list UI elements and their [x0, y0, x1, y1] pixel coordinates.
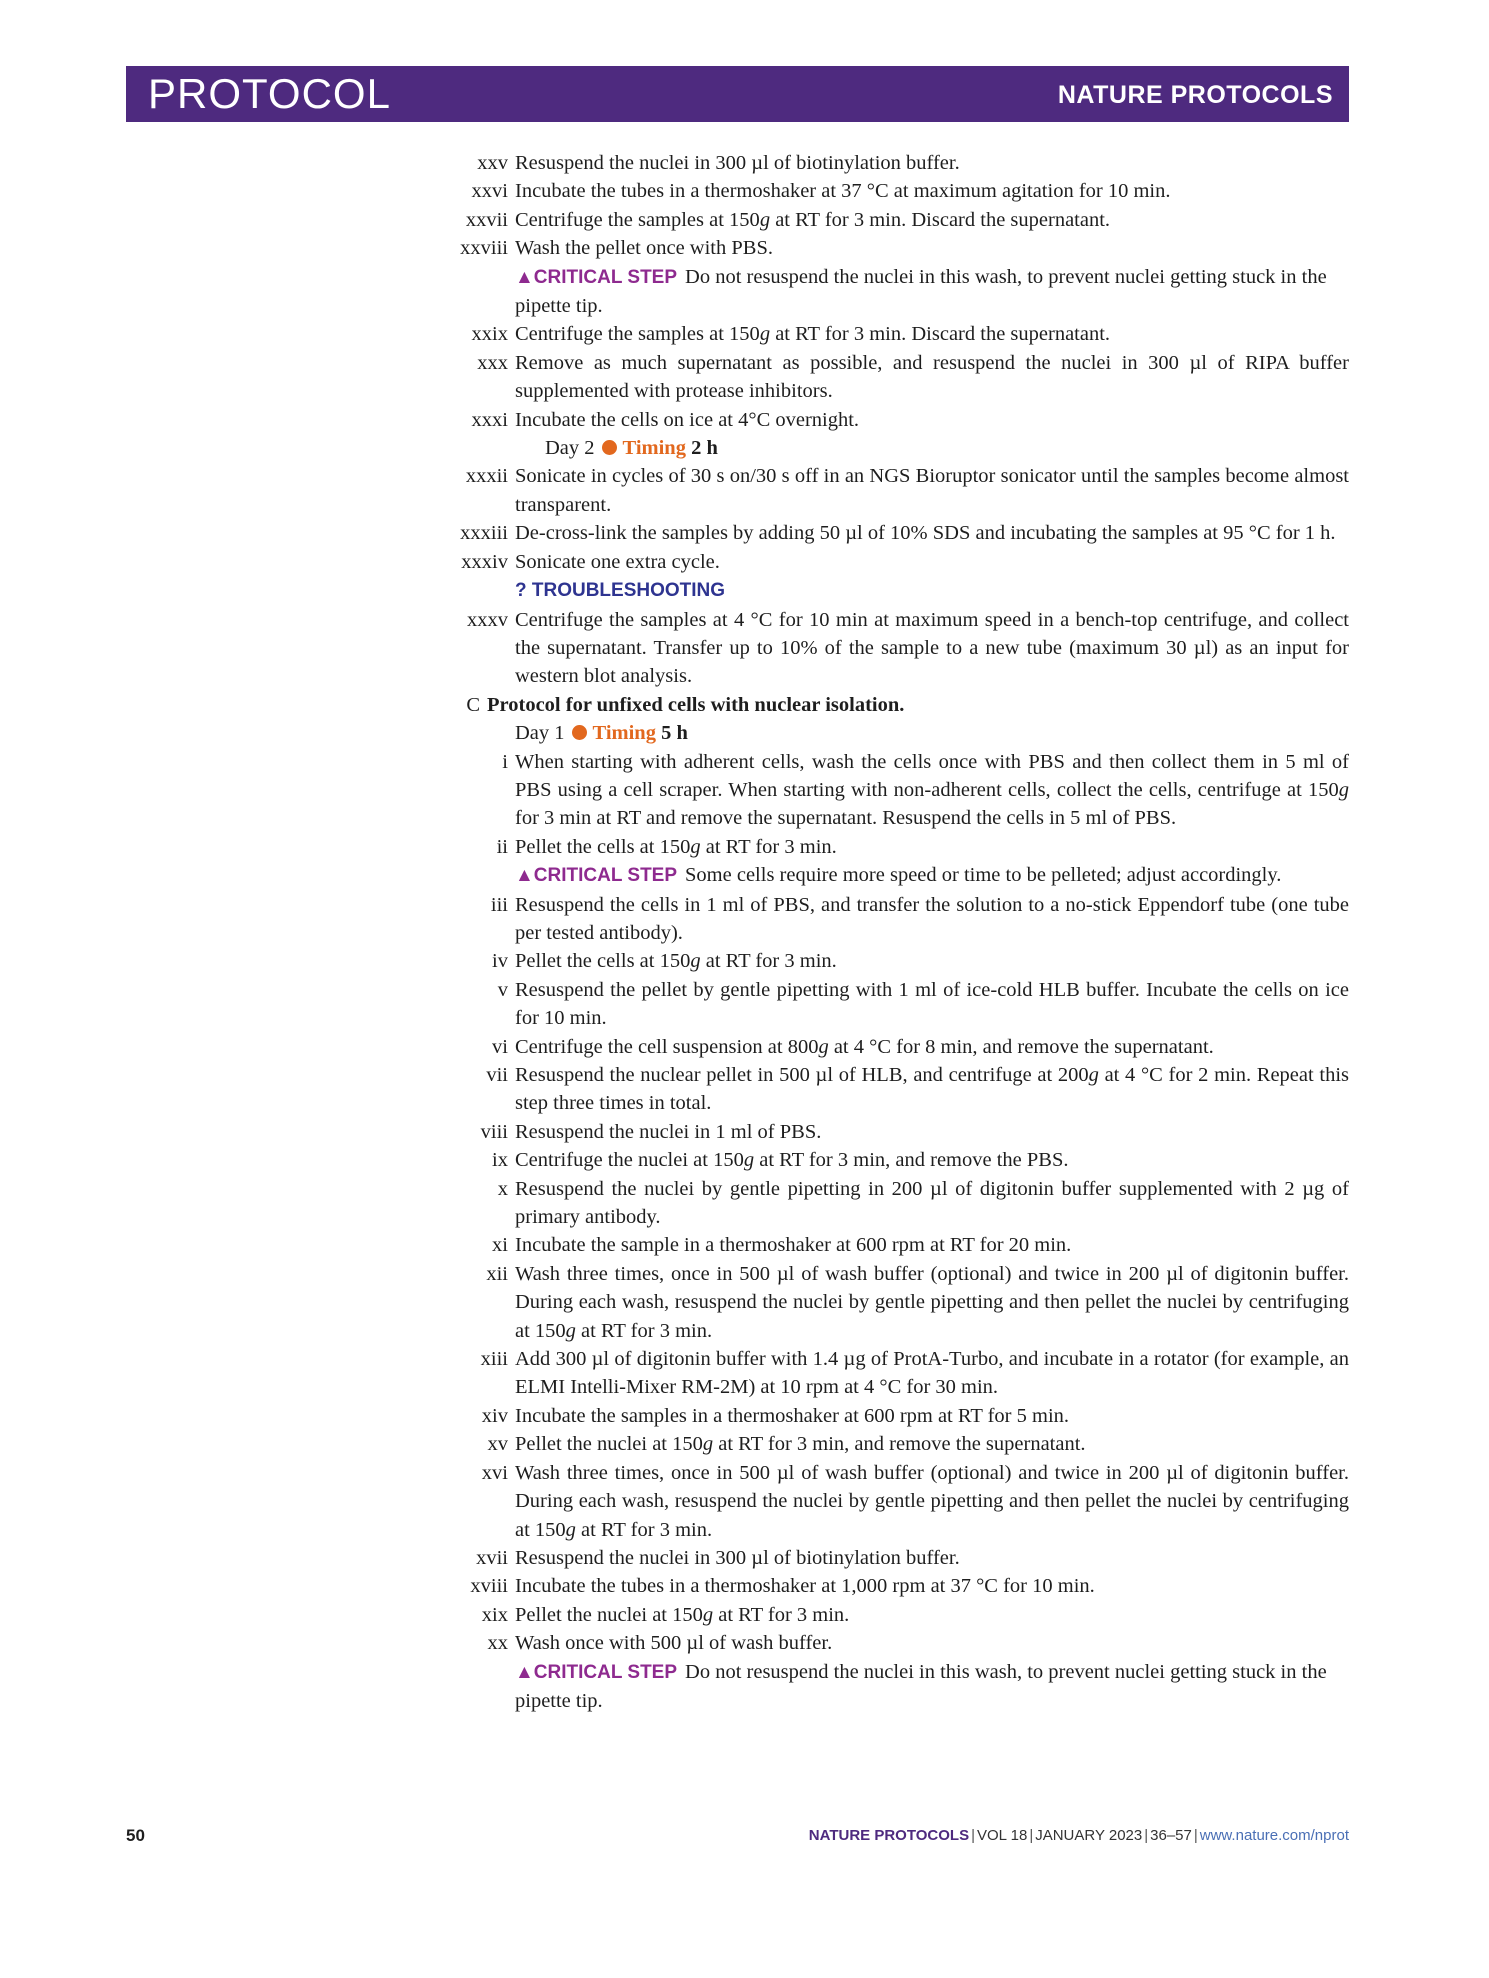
step-text: Sonicate one extra cycle. [515, 550, 720, 573]
step-number: ix [492, 1149, 508, 1172]
step-item [440, 1430, 1349, 1458]
step-item [440, 1146, 1349, 1174]
step-number: xxxii [465, 465, 508, 488]
step-number: xxvi [471, 180, 508, 203]
step-text: Pellet the nuclei at 150g at RT for 3 min. [515, 1603, 850, 1626]
troubleshooting-link[interactable] [440, 576, 1349, 605]
step-list [440, 748, 1349, 862]
step-number: xvi [481, 1461, 508, 1484]
step-text: When starting with adherent cells, wash the cells once with PBS and then collect them in 5 ml of PBS using a cell scraper. When starting with non-adherent cells, collect the cells, centrifuge at 150g for 3 min at RT and remove the supernatant. Resuspend the cells in 5 ml of PBS. [515, 750, 1349, 830]
critical-step-label: ▲CRITICAL STEP [515, 1661, 678, 1683]
step-item [440, 1544, 1349, 1572]
timing-value: 5 h [661, 722, 688, 745]
step-item [440, 548, 1349, 576]
step-text: Pellet the cells at 150g at RT for 3 min. [515, 835, 837, 858]
step-number: xxxiv [461, 550, 508, 573]
step-number: xviii [470, 1575, 508, 1598]
step-number: iii [490, 893, 508, 916]
step-item [440, 748, 1349, 833]
critical-step-label: ▲CRITICAL STEP [515, 865, 678, 887]
footer-volume: VOL 18 [977, 1827, 1028, 1844]
step-text: Resuspend the pellet by gentle pipetting with 1 ml of ice-cold HLB buffer. Incubate the cells on ice for 10 min. [515, 978, 1349, 1030]
step-number: xv [487, 1433, 508, 1456]
step-number: vii [486, 1064, 508, 1086]
step-item [440, 833, 1349, 861]
step-number: xxix [471, 323, 508, 346]
step-item [440, 149, 1349, 177]
step-item [440, 976, 1349, 1033]
step-text: Incubate the tubes in a thermoshaker at 1,000 rpm at 37 °C for 10 min. [515, 1575, 1095, 1598]
step-list [440, 320, 1349, 434]
step-text: Sonicate in cycles of 30 s on/30 s off in an NGS Bioruptor sonicator until the samples become almost transparent. [515, 465, 1349, 516]
step-text: Centrifuge the samples at 150g at RT for 3 min. Discard the supernatant. [515, 323, 1111, 346]
day-timing [440, 434, 1349, 462]
step-list [440, 149, 1349, 263]
step-text: Resuspend the nuclei by gentle pipetting in 200 µl of digitonin buffer supplemented with 2 µg of primary antibody. [515, 1177, 1349, 1229]
step-text: Wash once with 500 µl of wash buffer. [515, 1632, 833, 1655]
footer-pages: 36–57 [1150, 1827, 1192, 1844]
step-item [440, 1175, 1349, 1232]
step-text: Incubate the sample in a thermoshaker at 600 rpm at RT for 20 min. [515, 1234, 1072, 1257]
step-item [440, 1402, 1349, 1430]
step-text: Resuspend the cells in 1 ml of PBS, and transfer the solution to a no-stick Eppendorf tube (one tube per tested antibody). [515, 893, 1349, 944]
step-text: Incubate the tubes in a thermoshaker at 37 °C at maximum agitation for 10 min. [515, 180, 1171, 203]
protocol-content [440, 149, 1349, 1715]
step-item [440, 606, 1349, 691]
step-item [440, 947, 1349, 975]
step-item [440, 462, 1349, 519]
timing-dot-icon [572, 725, 587, 740]
critical-step-text: Some cells require more speed or time to be pelleted; adjust accordingly. [685, 864, 1282, 887]
step-item [440, 1260, 1349, 1345]
step-text: Centrifuge the nuclei at 150g at RT for 3 min, and remove the PBS. [515, 1149, 1069, 1172]
step-number: xxx [477, 351, 508, 374]
timing-label: Timing [592, 722, 656, 745]
step-text: Centrifuge the samples at 4 °C for 10 min at maximum speed in a bench-top centrifuge, and collect the supernatant. Transfer up to 10% of the sample to a new tube (maximum 30 µl) as an input for western blot analysis. [515, 608, 1349, 688]
step-number: viii [480, 1120, 508, 1143]
step-number: xix [481, 1603, 508, 1626]
footer-journal: NATURE PROTOCOLS [808, 1827, 970, 1844]
step-text: Remove as much supernatant as possible, and resuspend the nuclei in 300 µl of RIPA buffer supplemented with protease inhibitors. [515, 351, 1349, 403]
page-number: 50 [126, 1826, 145, 1845]
troubleshooting-label: ? TROUBLESHOOTING [515, 580, 726, 602]
citation: NATURE PROTOCOLS | VOL 18 | JANUARY 2023 | 36–57 | www.nature.com/nprot [808, 1827, 1349, 1844]
step-number: xii [486, 1262, 508, 1285]
step-item [440, 1459, 1349, 1544]
step-text: Resuspend the nuclei in 1 ml of PBS. [515, 1120, 822, 1143]
day-label: Day 2 [545, 437, 595, 460]
step-item [440, 349, 1349, 406]
step-number: iv [492, 950, 508, 973]
section-heading [440, 691, 1349, 719]
step-item [440, 1231, 1349, 1259]
day-label: Day 1 [515, 722, 565, 745]
step-item [440, 1572, 1349, 1600]
step-list [440, 606, 1349, 691]
step-item [440, 320, 1349, 348]
critical-step [440, 263, 1349, 321]
step-number: xiii [480, 1348, 508, 1371]
step-item [440, 1601, 1349, 1629]
step-text: Wash three times, once in 500 µl of wash buffer (optional) and twice in 200 µl of digitonin buffer. During each wash, resuspend the nuclei by gentle pipetting and then pellet the nuclei by centrifuging at 150g at RT for 3 min. [515, 1461, 1349, 1541]
step-item [440, 891, 1349, 948]
step-text: Incubate the cells on ice at 4°C overnight. [515, 408, 860, 431]
critical-step-label: ▲CRITICAL STEP [515, 266, 678, 288]
step-text: Incubate the samples in a thermoshaker at 600 rpm at RT for 5 min. [515, 1404, 1070, 1427]
step-text: Wash the pellet once with PBS. [515, 237, 773, 260]
step-text: Wash three times, once in 500 µl of wash buffer (optional) and twice in 200 µl of digitonin buffer. During each wash, resuspend the nuclei by gentle pipetting and then pellet the nuclei by centrifuging at 150g at RT for 3 min. [515, 1262, 1349, 1342]
page-header-bar [126, 66, 1349, 122]
step-list [440, 462, 1349, 576]
step-number: xiv [481, 1404, 508, 1427]
step-number: xx [487, 1632, 508, 1655]
footer-date: JANUARY 2023 [1035, 1827, 1143, 1844]
critical-step-text: Do not resuspend the nuclei in this wash, to prevent nuclei getting stuck in the pipette tip. [515, 265, 1327, 318]
step-number: xxv [477, 152, 508, 174]
section-label: PROTOCOL [148, 70, 391, 117]
step-number: xxxiii [460, 522, 508, 545]
page-footer [126, 1826, 1349, 1850]
timing-dot-icon [602, 440, 617, 455]
section-letter: C [466, 693, 480, 716]
day-timing [440, 719, 1349, 747]
step-item [440, 1629, 1349, 1657]
step-number: i [502, 750, 508, 773]
step-number: vi [492, 1035, 508, 1058]
step-number: xxvii [465, 208, 508, 231]
step-text: Resuspend the nuclei in 300 µl of biotinylation buffer. [515, 1546, 960, 1569]
step-item [440, 1033, 1349, 1061]
journal-label: NATURE PROTOCOLS [1057, 81, 1333, 109]
step-text: Centrifuge the samples at 150g at RT for 3 min. Discard the supernatant. [515, 208, 1111, 231]
step-item [440, 206, 1349, 234]
timing-label: Timing [622, 437, 686, 460]
step-text: Resuspend the nuclear pellet in 500 µl of HLB, and centrifuge at 200g at 4 °C for 2 min. Repeat this step three times in total. [515, 1064, 1349, 1115]
step-number: xxviii [460, 237, 508, 260]
step-item [440, 234, 1349, 262]
step-number: v [497, 978, 508, 1001]
step-text: Resuspend the nuclei in 300 µl of biotinylation buffer. [515, 152, 960, 174]
step-item [440, 1345, 1349, 1402]
step-text: Pellet the nuclei at 150g at RT for 3 min, and remove the supernatant. [515, 1433, 1086, 1456]
step-number: x [497, 1177, 508, 1200]
step-item [440, 519, 1349, 547]
step-item [440, 1118, 1349, 1146]
step-item [440, 177, 1349, 205]
step-number: xi [492, 1234, 508, 1257]
critical-step [440, 861, 1349, 890]
step-item [440, 1061, 1349, 1118]
step-text: Centrifuge the cell suspension at 800g at 4 °C for 8 min, and remove the supernatant. [515, 1035, 1214, 1058]
footer-url[interactable]: www.nature.com/nprot [1199, 1827, 1349, 1844]
step-text: De-cross-link the samples by adding 50 µl of 10% SDS and incubating the samples at 95 °C for 1 h. [515, 522, 1336, 545]
step-text: Add 300 µl of digitonin buffer with 1.4 µg of ProtA-Turbo, and incubate in a rotator (for example, an ELMI Intelli-Mixer RM-2M) at 10 rpm at 4 °C for 30 min. [515, 1348, 1349, 1399]
step-text: Pellet the cells at 150g at RT for 3 min. [515, 950, 837, 973]
step-number: xxxv [467, 608, 508, 631]
critical-step [440, 1658, 1349, 1716]
step-number: xxxi [471, 408, 508, 431]
section-title: Protocol for unfixed cells with nuclear isolation. [487, 693, 905, 716]
step-item [440, 406, 1349, 434]
critical-step-text: Do not resuspend the nuclei in this wash, to prevent nuclei getting stuck in the pipette tip. [515, 1660, 1327, 1712]
step-number: xvii [476, 1546, 508, 1569]
timing-value: 2 h [691, 437, 718, 460]
step-list [440, 891, 1349, 1658]
step-number: ii [496, 835, 508, 858]
